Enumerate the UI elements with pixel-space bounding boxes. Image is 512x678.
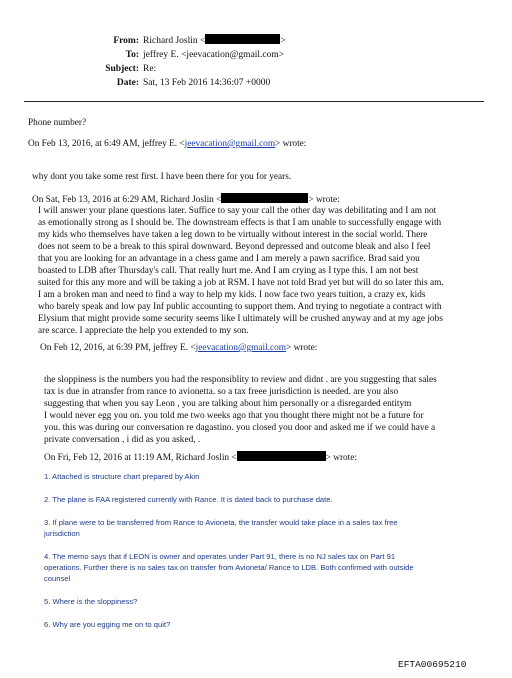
email-link[interactable]: jeevacation@gmail.com (195, 343, 287, 353)
document-id: EFTA00695210 (398, 659, 467, 670)
list-item: 2. The plane is FAA registered currently with Rance. It is dated back to purchase date. (44, 495, 333, 504)
subject-label: Subject: (105, 64, 139, 74)
redaction-bar (205, 34, 280, 44)
quote-body-3: the sloppiness is the numbers you had the responsiblity to review and didnt . are you suggesting that sales tax is due in atransfer from rance to avionetta. so a tax freee jurisdiction is needed. are you also suggesting that when you say Leon , you are talking about him personally or a disregarded entitym I would never egg you on. you told me two weeks ago that you thought there might not be a future for you. this was during our conversation re dagastino. you closed you door and asked me if we could have a private conversation , i did as you asked, . (44, 375, 437, 445)
from-value: Richard Joslin < (143, 36, 206, 46)
list-item: 4. The memo says that if LEON is owner and operates under Part 91, there is no NJ sales tax on Part 91 operations. Further there is no sales tax on transfer from Avioneta/ Rance to LDB. Both confirmed with outside counsel (44, 552, 414, 583)
header-subject-row (0, 62, 512, 76)
quote-attribution-4: On Fri, Feb 12, 2016 at 11:19 AM, Richard Joslin < > wrote: (44, 453, 357, 463)
quote-body-1: why dont you take some rest first. I have been there for you for years. (32, 172, 292, 182)
header-to-row (0, 48, 512, 62)
list-item: 3. If plane were to be transferred from Rance to Avioneta, the transfer would take place in a sales tax free jurisdiction (44, 518, 398, 538)
quote-attribution-3: On Feb 12, 2016, at 6:39 PM, jeffrey E. <jeevacation@gmail.com> wrote: (40, 343, 318, 353)
list-item: 5. Where is the sloppiness? (44, 597, 138, 606)
email-header (0, 34, 512, 90)
to-label: To: (125, 50, 139, 60)
redaction-bar (221, 193, 308, 203)
from-label: From: (113, 36, 139, 46)
from-suffix: > (280, 36, 286, 46)
redaction-bar (237, 451, 326, 461)
quote-attribution-2: On Sat, Feb 13, 2016 at 6:29 AM, Richard Joslin < > wrote: (32, 195, 340, 205)
list-item: 6. Why are you egging me on to quit? (44, 620, 171, 629)
subject-value: Re: (143, 64, 157, 74)
date-label: Date: (116, 78, 139, 88)
quote-body-2: I will answer your plane questions later. Suffice to say your call the other day was debilitating and I am not as emotionally strong as I should be. The downstream effects is that I am unable to successfully engage with my kids who themselves have taken a leg down to be virtually without interest in the social world. There does not seem to be a break to this spiral downward. Beyond depressed and outcome bleak and also I feel that you are looking for an advantage in a chess game and I am merely a pawn sacrifice. Brad said you boasted to LDB after Thursday's call. That really hurt me. And I am crying as I type this. I am not best suited for this any more and will be taking a job at RSM. I have not told Brad yet but will do so later this am. I am a broken man and need to find a way to help my kids. I now face two years tuition, a crazy ex, kids who barely speak and low pay Inf public accounting to support them. And trying to negotiate a contract with Elysium that might provide some security seems like I ultimately will be crushed anyway and at my age jobs are scarce. I appreciate the help you extended to my son. (38, 206, 444, 336)
header-from-row (0, 34, 512, 48)
numbered-list (44, 471, 414, 630)
date-value: Sat, 13 Feb 2016 14:36:07 +0000 (143, 78, 271, 88)
email-link[interactable]: jeevacation@gmail.com (184, 139, 276, 149)
quote-attribution-1: On Feb 13, 2016, at 6:49 AM, jeffrey E. <jeevacation@gmail.com> wrote: (28, 139, 307, 149)
list-item: 1. Attached is structure chart prepared by Akin (44, 472, 200, 481)
header-divider (24, 101, 484, 102)
reply-body: Phone number? (28, 118, 87, 128)
header-date-row (0, 76, 512, 90)
to-value: jeffrey E. <jeevacation@gmail.com> (143, 50, 285, 60)
